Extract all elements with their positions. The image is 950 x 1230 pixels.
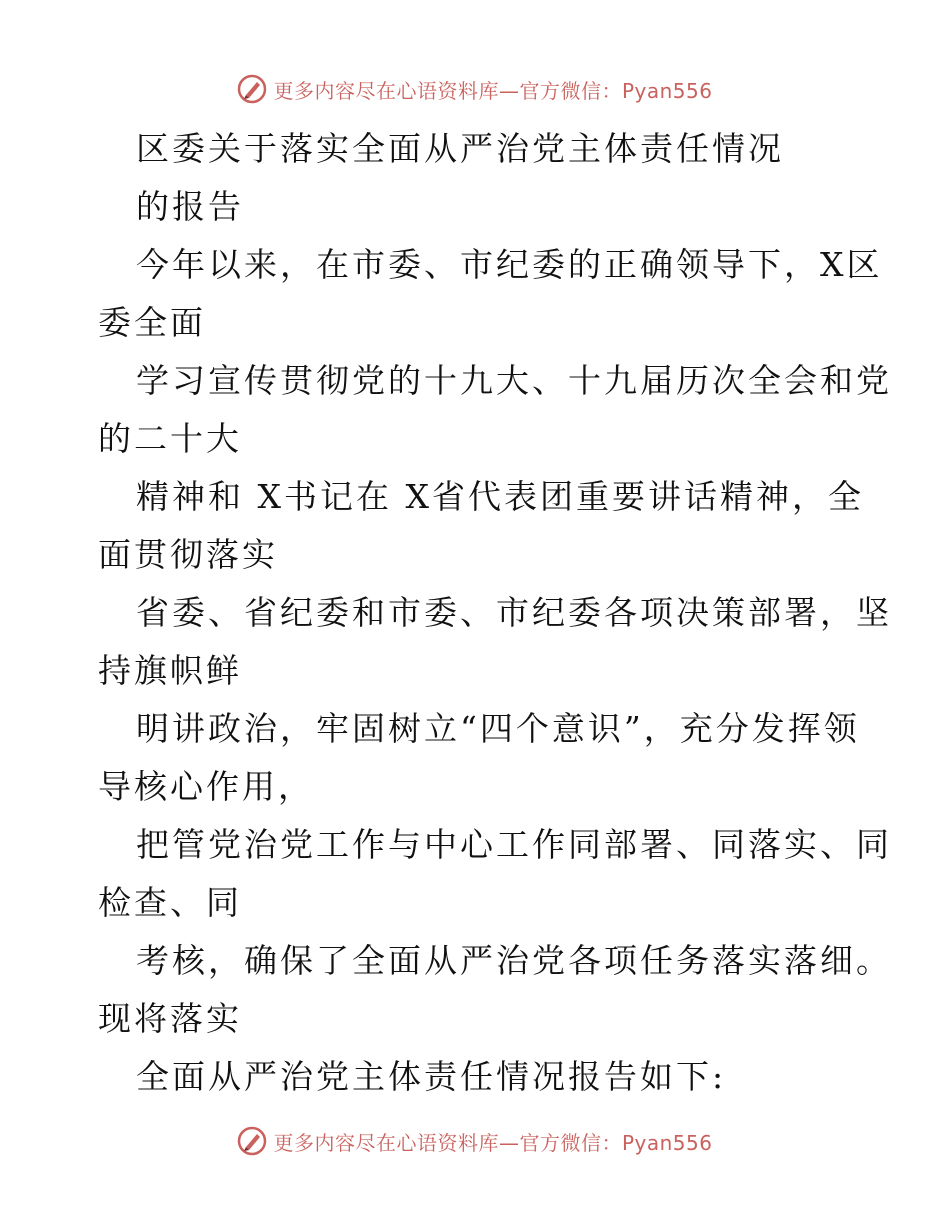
text-line: 检查、同	[98, 883, 242, 922]
text-line: 考核，确保了全面从严治党各项任务落实落细。	[136, 941, 892, 980]
watermark-header	[0, 72, 950, 106]
text-line: 导核心作用，	[98, 767, 314, 806]
text-line: 面贯彻落实	[98, 535, 278, 574]
text-line: 的报告	[136, 187, 244, 226]
text-line: 学习宣传贯彻党的十九大、十九届历次全会和党	[136, 361, 892, 400]
text-line: 明讲政治，牢固树立“四个意识”，充分发挥领	[136, 709, 860, 748]
text-line: 今年以来，在市委、市纪委的正确领导下，X区	[136, 245, 883, 284]
text-line: 省委、省纪委和市委、市纪委各项决策部署，坚	[136, 593, 892, 632]
text-line: 持旗帜鲜	[98, 651, 242, 690]
text-line: 把管党治党工作与中心工作同部署、同落实、同	[136, 825, 892, 864]
pen-logo-icon	[237, 74, 267, 104]
watermark-text: 更多内容尽在心语资料库—官方微信：Pyan556	[273, 1130, 713, 1155]
watermark-footer	[0, 1124, 950, 1158]
text-line: 委全面	[98, 303, 206, 342]
text-line: 的二十大	[98, 419, 242, 458]
text-line: 全面从严治党主体责任情况报告如下:	[136, 1057, 727, 1096]
document-body	[98, 120, 892, 1106]
pen-logo-icon	[237, 1126, 267, 1156]
watermark-text: 更多内容尽在心语资料库—官方微信：Pyan556	[273, 78, 713, 103]
text-line: 区委关于落实全面从严治党主体责任情况	[136, 129, 784, 168]
text-line: 精神和 X书记在 X省代表团重要讲话精神，全	[136, 477, 864, 516]
text-line: 现将落实	[98, 999, 242, 1038]
